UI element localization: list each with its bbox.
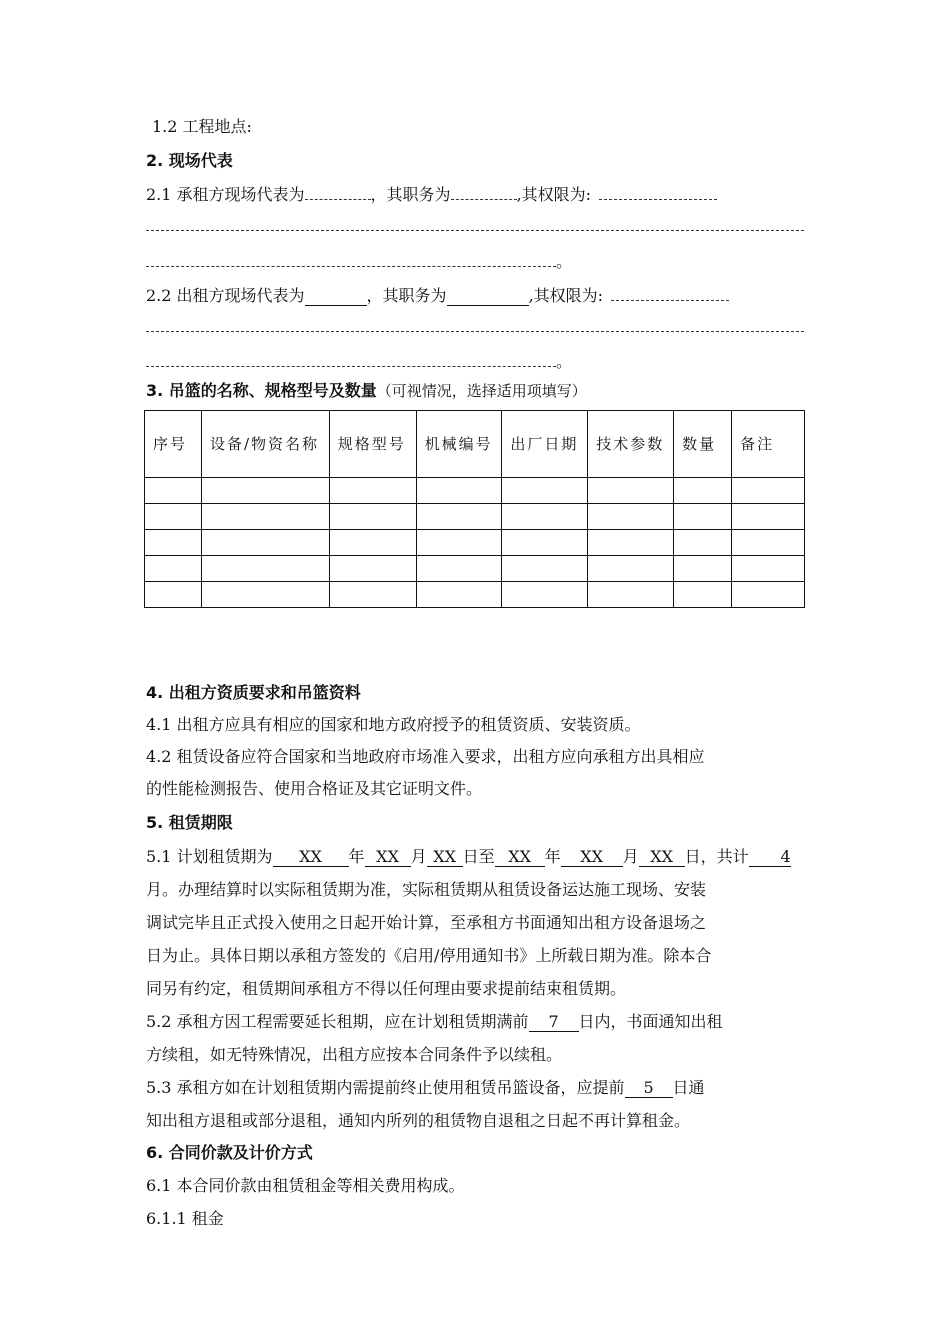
para-2-1 [146, 184, 717, 206]
extension-notice-days[interactable]: 7 [529, 1013, 579, 1032]
para-5-1-line3: 调试完毕且正式投入使用之日起开始计算，至承租方书面通知出租方设备退场之 [146, 913, 707, 932]
heading-3-bold: 3. 吊篮的名称、规格型号及数量 [146, 381, 377, 400]
para-5-3-a: 5.3 承租方如在计划租赁期内需提前终止使用租赁吊篮设备，应提前 [146, 1078, 625, 1097]
table-cell[interactable] [588, 504, 674, 530]
label-month: 月 [410, 847, 427, 866]
table-cell[interactable] [416, 478, 502, 504]
table-cell[interactable] [674, 504, 732, 530]
table-cell[interactable] [201, 530, 329, 556]
start-year[interactable]: XX [273, 848, 349, 867]
table-cell[interactable] [201, 504, 329, 530]
para-5-1-line2: 月。办理结算时以实际租赁期为准，实际租赁期从租赁设备运达施工现场、安装 [146, 880, 707, 899]
blank-authority-lessee-line2[interactable] [146, 230, 804, 231]
start-day[interactable]: XX [427, 848, 463, 867]
table-cell[interactable] [145, 504, 202, 530]
para-2-2-c: ,其权限为: [528, 286, 604, 305]
table-cell[interactable] [588, 556, 674, 582]
blank-authority-lessor-line3[interactable] [146, 354, 556, 367]
table-cell[interactable] [502, 556, 588, 582]
table-cell[interactable] [502, 504, 588, 530]
para-2-2 [146, 285, 729, 307]
para-5-2-b: 日内，书面通知出租 [578, 1012, 723, 1031]
end-year[interactable]: XX [495, 848, 545, 867]
para-5-3-line2: 知出租方退租或部分退租，通知内所列的租赁物自退租之日起不再计算租金。 [146, 1111, 691, 1130]
label-total: 日，共计 [684, 847, 749, 866]
table-cell[interactable] [201, 478, 329, 504]
blank-rep-lessee[interactable] [305, 187, 371, 200]
para-4-2-line2: 的性能检测报告、使用合格证及其它证明文件。 [146, 779, 483, 798]
blank-authority-lessee[interactable] [599, 187, 717, 200]
col-header: 设备/物资名称 [201, 411, 329, 478]
para-5-1-a: 5.1 计划租赁期为 [146, 847, 273, 866]
para-5-1-line5: 同另有约定，租赁期间承租方不得以任何理由要求提前结束租赁期。 [146, 979, 627, 998]
table-cell[interactable] [732, 530, 805, 556]
table-cell[interactable] [145, 530, 202, 556]
table-cell[interactable] [502, 478, 588, 504]
section-1-2: 1.2 工程地点: [152, 117, 252, 136]
para-2-2-b: ，其职务为 [366, 286, 447, 305]
table-cell[interactable] [732, 582, 805, 608]
table-cell[interactable] [732, 556, 805, 582]
heading-3-note: （可视情况，选择适用项填写） [376, 382, 587, 400]
col-header: 备注 [732, 411, 805, 478]
table-cell[interactable] [416, 556, 502, 582]
para-5-2-line1 [146, 1011, 723, 1033]
para-2-1-end: 。 [556, 252, 573, 271]
heading-4: 4. 出租方资质要求和吊篮资料 [146, 683, 361, 702]
col-header: 出厂日期 [502, 411, 588, 478]
table-cell[interactable] [502, 530, 588, 556]
para-5-3-b: 日通 [672, 1078, 705, 1097]
table-cell[interactable] [145, 582, 202, 608]
table-row [145, 504, 805, 530]
table-cell[interactable] [674, 530, 732, 556]
table-cell[interactable] [502, 582, 588, 608]
table-cell[interactable] [416, 582, 502, 608]
total-months[interactable]: 4 [749, 848, 791, 867]
table-row [145, 556, 805, 582]
table-cell[interactable] [329, 530, 416, 556]
label-month: 月 [622, 847, 639, 866]
table-cell[interactable] [588, 582, 674, 608]
para-5-3-line1 [146, 1077, 705, 1099]
table-row [145, 530, 805, 556]
para-4-2-line1: 4.2 租赁设备应符合国家和当地政府市场准入要求，出租方应向承租方出具相应 [146, 747, 705, 766]
col-header: 技术参数 [588, 411, 674, 478]
equipment-table [144, 410, 805, 608]
para-2-1-b: ，其职务为 [370, 185, 451, 204]
para-5-2-a: 5.2 承租方因工程需要延长租期，应在计划租赁期满前 [146, 1012, 529, 1031]
start-month[interactable]: XX [365, 848, 411, 867]
heading-2: 2. 现场代表 [146, 151, 233, 170]
table-cell[interactable] [145, 478, 202, 504]
table-header-row [145, 411, 805, 478]
end-month[interactable]: XX [561, 848, 623, 867]
table-cell[interactable] [329, 556, 416, 582]
para-5-1-line4: 日为止。具体日期以承租方签发的《启用/停用通知书》上所载日期为准。除本合 [146, 946, 712, 965]
label-year: 年 [348, 847, 365, 866]
para-6-1: 6.1 本合同价款由租赁租金等相关费用构成。 [146, 1176, 465, 1195]
blank-authority-lessor[interactable] [611, 288, 729, 301]
table-cell[interactable] [588, 478, 674, 504]
table-cell[interactable] [416, 530, 502, 556]
col-header: 规格型号 [329, 411, 416, 478]
termination-notice-days[interactable]: 5 [625, 1079, 673, 1098]
heading-5: 5. 租赁期限 [146, 813, 233, 832]
col-header: 数量 [674, 411, 732, 478]
table-cell[interactable] [329, 582, 416, 608]
blank-authority-lessor-line2[interactable] [146, 331, 804, 332]
para-2-1-c: ,其权限为: [516, 185, 592, 204]
table-row [145, 582, 805, 608]
blank-title-lessee[interactable] [451, 187, 517, 200]
heading-3 [146, 380, 587, 402]
table-cell[interactable] [145, 556, 202, 582]
table-cell[interactable] [201, 582, 329, 608]
table-cell[interactable] [588, 530, 674, 556]
para-5-2-line2: 方续租，如无特殊情况，出租方应按本合同条件予以续租。 [146, 1045, 563, 1064]
para-4-1: 4.1 出租方应具有相应的国家和地方政府授予的租赁资质、安装资质。 [146, 715, 641, 734]
table-row [145, 478, 805, 504]
para-2-2-end: 。 [556, 352, 573, 371]
table-cell[interactable] [329, 504, 416, 530]
col-header: 序号 [145, 411, 202, 478]
blank-title-lessor[interactable] [447, 287, 529, 306]
table-cell[interactable] [674, 582, 732, 608]
para-2-1-a: 2.1 承租方现场代表为 [146, 185, 305, 204]
table-cell[interactable] [732, 478, 805, 504]
blank-authority-lessee-line3[interactable] [146, 254, 556, 267]
para-2-2-line3 [146, 351, 572, 373]
table-cell[interactable] [416, 504, 502, 530]
heading-6: 6. 合同价款及计价方式 [146, 1143, 313, 1162]
table-cell[interactable] [201, 556, 329, 582]
label-year: 年 [544, 847, 561, 866]
para-6-1-1: 6.1.1 租金 [146, 1209, 224, 1228]
table-cell[interactable] [732, 504, 805, 530]
table-cell[interactable] [674, 478, 732, 504]
end-day[interactable]: XX [639, 848, 685, 867]
table-cell[interactable] [674, 556, 732, 582]
blank-rep-lessor[interactable] [305, 287, 367, 306]
col-header: 机械编号 [416, 411, 502, 478]
label-day-to: 日至 [462, 847, 495, 866]
para-2-2-a: 2.2 出租方现场代表为 [146, 286, 305, 305]
para-2-1-line3 [146, 251, 572, 273]
table-cell[interactable] [329, 478, 416, 504]
para-5-1-line1 [146, 846, 791, 868]
